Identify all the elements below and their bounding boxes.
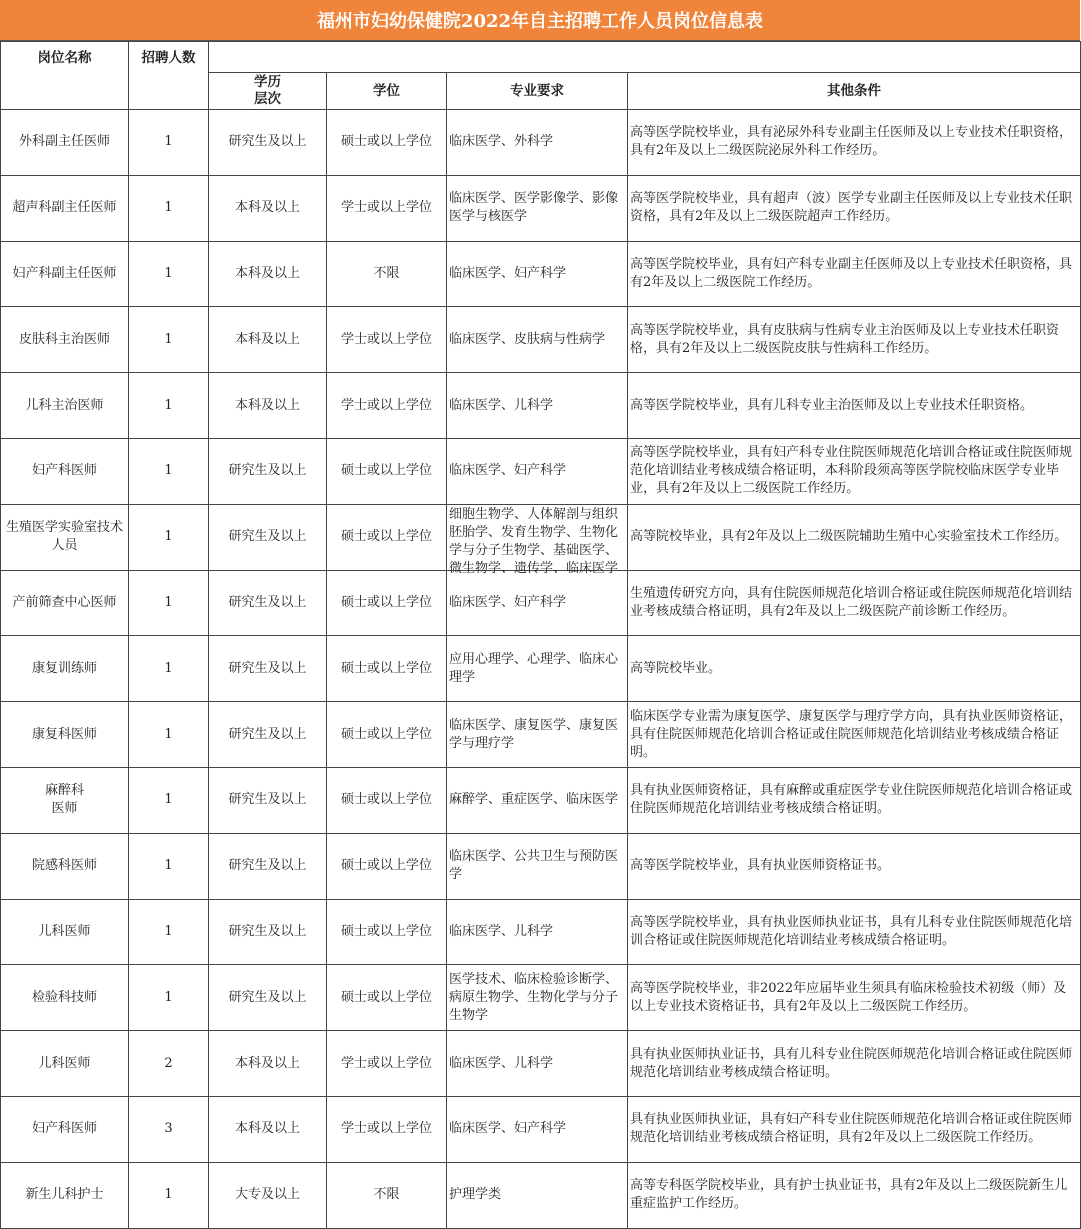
degree-cell: 硕士或以上学位	[327, 899, 447, 965]
other-text: 高等医学院校毕业，具有泌尿外科专业副主任医师及以上专业技术任职资格，具有2年及以上二级医院泌尿外科工作经历。	[630, 125, 1073, 159]
major-text: 麻醉学、重症医学、临床医学	[449, 792, 619, 808]
position-cell: 妇产科医师	[1, 1096, 129, 1162]
position-cell: 产前筛查中心医师	[1, 570, 129, 636]
header-major: 专业要求	[447, 73, 628, 110]
major-text: 护理学类	[449, 1187, 502, 1203]
degree-cell: 硕士或以上学位	[327, 570, 447, 636]
degree-cell: 硕士或以上学位	[327, 702, 447, 768]
count-cell: 3	[129, 1096, 209, 1162]
position-cell: 超声科副主任医师	[1, 175, 129, 241]
other-text: 高等专科医学院校毕业，具有护士执业证书，具有2年及以上二级医院新生儿重症监护工作经历。	[630, 1178, 1068, 1212]
degree-cell: 学士或以上学位	[327, 175, 447, 241]
other-cell	[628, 373, 1081, 439]
other-text: 高等医学院校毕业，非2022年应届毕业生须具有临床检验技术初级（师）及以上专业技术资格证书，具有2年及以上二级医院工作经历。	[630, 980, 1067, 1014]
major-cell	[447, 702, 628, 768]
other-cell	[628, 110, 1081, 176]
major-cell	[447, 570, 628, 636]
degree-cell: 硕士或以上学位	[327, 438, 447, 504]
major-cell	[447, 504, 628, 577]
table-body	[1, 110, 1081, 1229]
education-cell: 本科及以上	[209, 175, 327, 241]
major-cell	[447, 175, 628, 241]
position-cell: 康复科医师	[1, 702, 129, 768]
table-row	[1, 110, 1081, 176]
header-blank	[209, 42, 1081, 73]
header-degree: 学位	[327, 73, 447, 110]
table-row	[1, 570, 1081, 636]
major-cell	[447, 767, 628, 833]
major-text: 临床医学、妇产科学	[449, 1121, 567, 1137]
other-text: 高等院校毕业。	[630, 660, 722, 676]
header-position: 岗位名称	[1, 42, 129, 110]
major-text: 临床医学、外科学	[449, 134, 554, 150]
other-cell	[628, 636, 1081, 702]
other-text: 高等医学院校毕业，具有妇产科专业副主任医师及以上专业技术任职资格，具有2年及以上二级医院工作经历。	[630, 256, 1073, 290]
degree-cell: 学士或以上学位	[327, 1031, 447, 1097]
degree-cell: 不限	[327, 1162, 447, 1228]
other-text: 高等医学院校毕业，具有执业医师执业证书，具有儿科专业住院医师规范化培训合格证或住院医师规范化培训结业考核成绩合格证明。	[630, 914, 1073, 948]
education-cell: 本科及以上	[209, 1096, 327, 1162]
count-cell: 1	[129, 965, 209, 1031]
education-cell: 本科及以上	[209, 373, 327, 439]
major-cell	[447, 833, 628, 899]
education-cell: 研究生及以上	[209, 636, 327, 702]
major-cell	[447, 1031, 628, 1097]
other-cell	[628, 767, 1081, 833]
position-cell: 妇产科医师	[1, 438, 129, 504]
header-other: 其他条件	[628, 73, 1081, 110]
degree-cell: 硕士或以上学位	[327, 965, 447, 1031]
count-cell: 1	[129, 702, 209, 768]
major-cell	[447, 1096, 628, 1162]
table-row	[1, 833, 1081, 899]
degree-cell: 硕士或以上学位	[327, 767, 447, 833]
position-cell: 儿科医师	[1, 899, 129, 965]
degree-cell: 不限	[327, 241, 447, 307]
major-text: 临床医学、儿科学	[449, 923, 554, 939]
other-text: 生殖遗传研究方向，具有住院医师规范化培训合格证或住院医师规范化培训结业考核成绩合格证明，具有2年及以上二级医院产前诊断工作经历。	[630, 585, 1073, 619]
table-row	[1, 899, 1081, 965]
count-cell: 1	[129, 1162, 209, 1228]
education-cell: 研究生及以上	[209, 504, 327, 570]
position-cell: 新生儿科护士	[1, 1162, 129, 1228]
count-cell: 1	[129, 636, 209, 702]
education-cell: 大专及以上	[209, 1162, 327, 1228]
position-cell: 外科副主任医师	[1, 110, 129, 176]
degree-cell: 学士或以上学位	[327, 1096, 447, 1162]
major-cell	[447, 241, 628, 307]
other-text: 具有执业医师资格证，具有麻醉或重症医学专业住院医师规范化培训合格证或住院医师规范化培训结业考核成绩合格证明。	[630, 783, 1073, 817]
count-cell: 1	[129, 504, 209, 570]
major-cell	[447, 1162, 628, 1228]
table-row	[1, 1096, 1081, 1162]
education-cell: 研究生及以上	[209, 702, 327, 768]
other-text: 具有执业医师执业证，具有妇产科专业住院医师规范化培训合格证或住院医师规范化培训结业考核成绩合格证明，具有2年及以上二级医院工作经历。	[630, 1112, 1073, 1146]
table-row	[1, 965, 1081, 1031]
major-text: 临床医学、康复医学、康复医学与理疗学	[449, 717, 619, 751]
other-cell	[628, 241, 1081, 307]
position-cell: 生殖医学实验室技术人员	[1, 504, 129, 570]
degree-cell: 硕士或以上学位	[327, 636, 447, 702]
position-cell: 儿科主治医师	[1, 373, 129, 439]
major-cell	[447, 373, 628, 439]
other-cell	[628, 175, 1081, 241]
education-cell: 本科及以上	[209, 307, 327, 373]
education-cell: 研究生及以上	[209, 899, 327, 965]
major-cell	[447, 307, 628, 373]
education-cell: 研究生及以上	[209, 438, 327, 504]
major-cell	[447, 965, 628, 1031]
table-row	[1, 1031, 1081, 1097]
sheet-title: 福州市妇幼保健院2022年自主招聘工作人员岗位信息表	[0, 0, 1080, 41]
education-cell: 研究生及以上	[209, 570, 327, 636]
count-cell: 1	[129, 307, 209, 373]
other-cell	[628, 438, 1081, 504]
count-cell: 1	[129, 899, 209, 965]
header-education: 学历 层次	[209, 73, 327, 110]
other-text: 高等医学院校毕业，具有皮肤病与性病专业主治医师及以上专业技术任职资格，具有2年及以上二级医院皮肤与性病科工作经历。	[630, 322, 1060, 356]
table-row	[1, 1162, 1081, 1228]
count-cell: 1	[129, 438, 209, 504]
education-cell: 研究生及以上	[209, 767, 327, 833]
count-cell: 1	[129, 833, 209, 899]
other-cell	[628, 702, 1081, 768]
degree-cell: 学士或以上学位	[327, 307, 447, 373]
major-text: 临床医学、公共卫生与预防医学	[449, 849, 619, 883]
major-text: 临床医学、妇产科学	[449, 463, 567, 479]
major-text: 医学技术、临床检验诊断学、病原生物学、生物化学与分子生物学	[449, 971, 619, 1023]
degree-cell: 硕士或以上学位	[327, 833, 447, 899]
count-cell: 1	[129, 373, 209, 439]
degree-cell: 硕士或以上学位	[327, 504, 447, 570]
education-cell: 本科及以上	[209, 1031, 327, 1097]
major-text: 临床医学、妇产科学	[449, 265, 567, 281]
major-text: 临床医学、皮肤病与性病学	[449, 331, 606, 347]
other-cell	[628, 1096, 1081, 1162]
header-count: 招聘人数	[129, 42, 209, 110]
table-row	[1, 504, 1081, 570]
count-cell: 1	[129, 175, 209, 241]
major-text: 临床医学、妇产科学	[449, 594, 567, 610]
other-cell	[628, 899, 1081, 965]
table-row	[1, 175, 1081, 241]
table-row	[1, 767, 1081, 833]
count-cell: 1	[129, 767, 209, 833]
position-cell: 检验科技师	[1, 965, 129, 1031]
other-cell	[628, 965, 1081, 1031]
other-text: 具有执业医师执业证书，具有儿科专业住院医师规范化培训合格证或住院医师规范化培训结业考核成绩合格证明。	[630, 1046, 1073, 1080]
other-cell	[628, 570, 1081, 636]
table-row	[1, 702, 1081, 768]
major-text: 临床医学、儿科学	[449, 397, 554, 413]
other-text: 高等医学院校毕业，具有执业医师资格证书。	[630, 858, 891, 874]
position-cell: 康复训练师	[1, 636, 129, 702]
count-cell: 1	[129, 110, 209, 176]
count-cell: 1	[129, 241, 209, 307]
position-cell: 儿科医师	[1, 1031, 129, 1097]
major-text: 临床医学、医学影像学、影像医学与核医学	[449, 191, 619, 225]
other-text: 高等医学院校毕业，具有妇产科专业住院医师规范化培训合格证或住院医师规范化培训结业考核成绩合格证明，本科阶段须高等医学院校临床医学专业毕业，具有2年及以上二级医院工作经历。	[630, 445, 1073, 497]
major-text: 临床医学、儿科学	[449, 1055, 554, 1071]
other-text: 高等院校毕业，具有2年及以上二级医院辅助生殖中心实验室技术工作经历。	[630, 529, 1068, 545]
degree-cell: 硕士或以上学位	[327, 110, 447, 176]
position-cell: 院感科医师	[1, 833, 129, 899]
degree-cell: 学士或以上学位	[327, 373, 447, 439]
other-cell	[628, 1162, 1081, 1228]
table-row	[1, 307, 1081, 373]
table-row	[1, 438, 1081, 504]
other-text: 临床医学专业需为康复医学、康复医学与理疗学方向，具有执业医师资格证，具有住院医师规范化培训合格证或住院医师规范化培训结业考核成绩合格证明。	[630, 708, 1073, 760]
position-cell: 妇产科副主任医师	[1, 241, 129, 307]
other-cell	[628, 307, 1081, 373]
education-cell: 研究生及以上	[209, 965, 327, 1031]
table-row	[1, 241, 1081, 307]
major-cell	[447, 636, 628, 702]
other-text: 高等医学院校毕业，具有超声（波）医学专业副主任医师及以上专业技术任职资格，具有2年及以上二级医院超声工作经历。	[630, 191, 1073, 225]
other-cell	[628, 504, 1081, 570]
major-cell	[447, 438, 628, 504]
position-cell: 皮肤科主治医师	[1, 307, 129, 373]
other-cell	[628, 1031, 1081, 1097]
major-cell	[447, 899, 628, 965]
count-cell: 2	[129, 1031, 209, 1097]
major-text: 应用心理学、心理学、临床心理学	[449, 651, 619, 685]
other-cell	[628, 833, 1081, 899]
table-row	[1, 636, 1081, 702]
education-cell: 研究生及以上	[209, 110, 327, 176]
positions-table	[0, 41, 1081, 1229]
position-cell: 麻醉科 医师	[1, 767, 129, 833]
other-text: 高等医学院校毕业，具有儿科专业主治医师及以上专业技术任职资格。	[630, 397, 1034, 413]
education-cell: 研究生及以上	[209, 833, 327, 899]
major-text: 细胞生物学、人体解剖与组织胚胎学、发育生物学、生物化学与分子生物学、基础医学、微生物学、遗传学、临床医学	[449, 507, 619, 577]
count-cell: 1	[129, 570, 209, 636]
table-row	[1, 373, 1081, 439]
education-cell: 本科及以上	[209, 241, 327, 307]
major-cell	[447, 110, 628, 176]
